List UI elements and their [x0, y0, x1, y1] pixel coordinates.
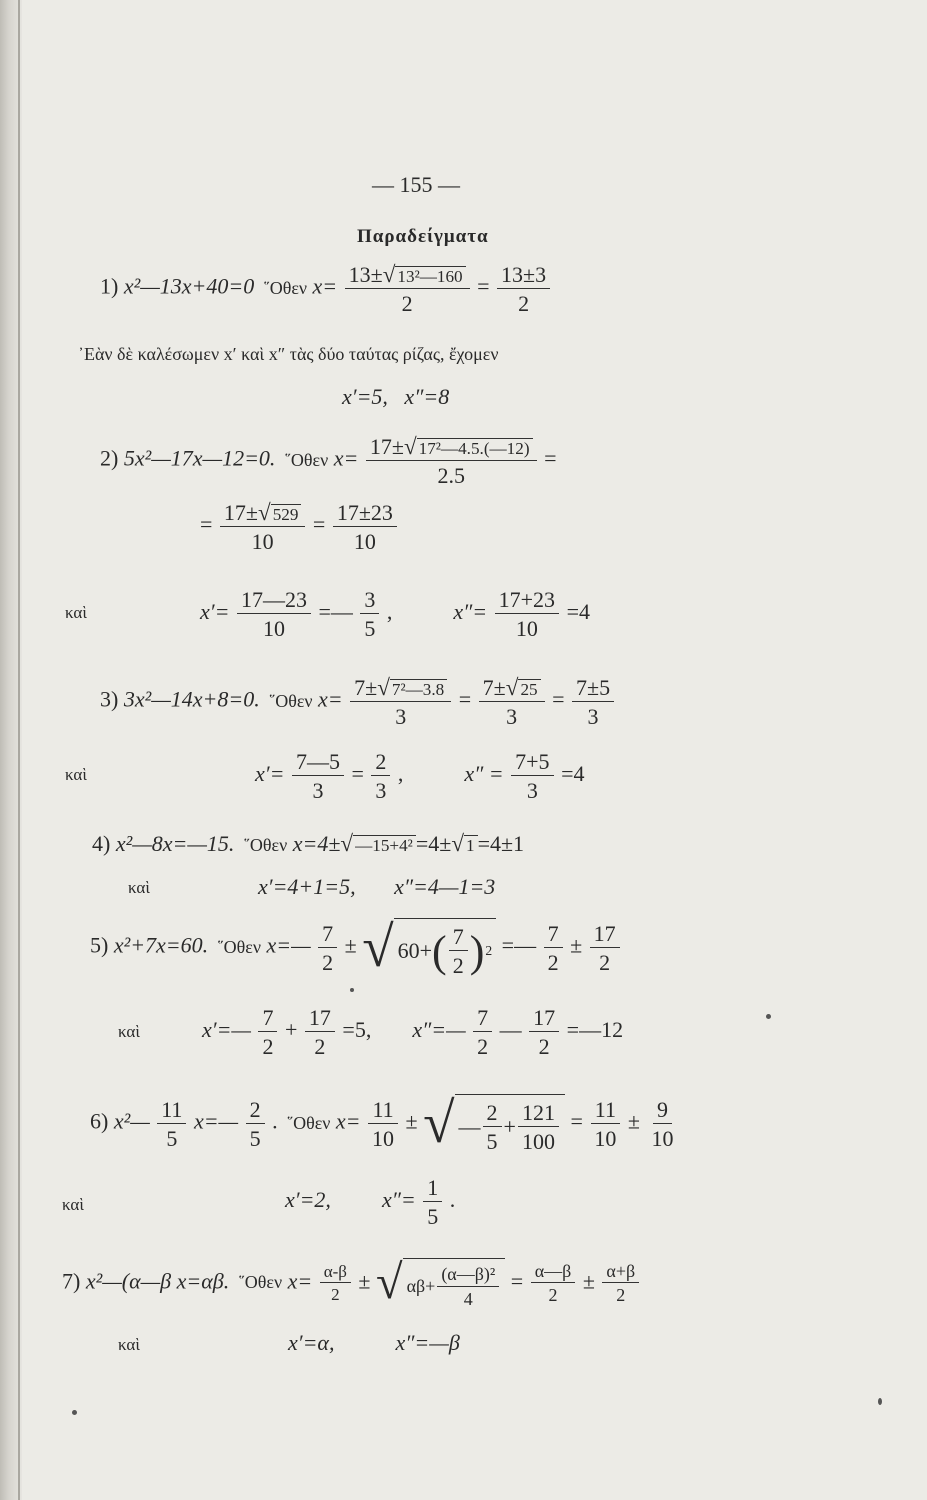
root-1-value-fraction: [371, 750, 390, 802]
example-5-equation-line: [90, 915, 622, 979]
fraction-numerator: 17: [590, 922, 620, 948]
othen-word: ῞Οθεν: [284, 449, 329, 470]
fraction-numerator: 17—23: [237, 588, 311, 614]
example-4-solution-a: x=4±: [292, 831, 341, 856]
fraction-numerator: 121: [518, 1101, 559, 1127]
example-1-lhs: x=: [312, 273, 338, 299]
root-2-value: =4: [561, 761, 585, 787]
example-1-fraction-2: [497, 263, 550, 315]
fraction: [647, 1098, 677, 1150]
fraction-numerator: 13±: [348, 262, 383, 287]
fraction-numerator: 11: [157, 1098, 186, 1124]
comma: ,: [386, 599, 393, 625]
fraction-denominator: 2: [518, 290, 530, 316]
fraction-denominator: 2: [538, 1034, 550, 1060]
fraction-denominator: 4: [463, 1288, 473, 1309]
othen-word: ῞Οθεν: [263, 277, 308, 298]
fraction: [320, 1263, 351, 1305]
kai-label: καὶ: [118, 1335, 140, 1354]
fraction-numerator: 7: [473, 1006, 492, 1032]
ink-speck: [72, 1410, 77, 1415]
example-6-label: 6): [90, 1108, 109, 1134]
example-4-equation-line: [92, 830, 524, 857]
kai-label: καὶ: [65, 603, 87, 622]
fraction-denominator: 10: [372, 1125, 395, 1151]
fraction-denominator: 2: [477, 1034, 489, 1060]
example-7-roots: [288, 1330, 460, 1356]
radicand: 529: [271, 504, 302, 524]
radical: [455, 1094, 565, 1153]
root-2: x″=—β: [395, 1330, 460, 1355]
sqrt-icon: √: [505, 674, 519, 700]
fraction-numerator: 2: [371, 750, 390, 776]
fraction-numerator: 7—5: [292, 750, 344, 776]
sqrt-icon: √: [382, 261, 396, 287]
kai-label: καὶ: [62, 1195, 84, 1214]
fraction-denominator: 3: [587, 703, 599, 729]
fraction-denominator: 3: [395, 704, 407, 730]
right-paren-icon: ): [469, 926, 485, 976]
fraction: [449, 925, 468, 977]
example-1-fraction-1: [345, 262, 470, 315]
plus-minus: ±: [627, 1108, 640, 1134]
radicand: 25: [518, 679, 540, 699]
sqrt-icon: √: [376, 1256, 403, 1310]
root-1-lhs: x′=: [200, 599, 230, 625]
fraction-denominator: 2: [401, 291, 413, 317]
example-3-lhs: x=: [318, 686, 343, 712]
fraction-numerator: 17±23: [333, 501, 397, 527]
othen-word: ῞Οθεν: [217, 936, 261, 957]
example-2-equation-line: [100, 434, 556, 487]
example-1-sentence: ᾿Εὰν δὲ καλέσωμεν x′ καὶ x″ τὰς δύο ταύτας ρίζας, ἔχομεν: [78, 344, 499, 364]
section-heading: Παραδείγματα: [357, 226, 489, 247]
root-1-fraction: [237, 588, 311, 640]
root-2-value: =4: [566, 599, 590, 625]
equals-sign: =: [570, 1108, 583, 1134]
ink-speck: [766, 1014, 771, 1019]
example-5-roots: [202, 1006, 623, 1058]
example-2-fraction-2: [220, 500, 306, 553]
fraction-numerator: α—β: [531, 1262, 576, 1284]
fraction-numerator: 2: [483, 1101, 502, 1127]
fraction-denominator: 3: [312, 778, 324, 804]
example-6-eq-a: x²—: [113, 1108, 150, 1134]
plus-sign: +: [284, 1017, 298, 1043]
example-7-equation: x²—(α—β x=αβ.: [85, 1268, 230, 1294]
fraction: [258, 1006, 277, 1058]
fraction-numerator: 2: [246, 1098, 265, 1124]
sqrt-icon: √: [258, 499, 271, 525]
root-1: x′=α,: [288, 1330, 335, 1355]
fraction: [473, 1006, 492, 1058]
fraction-denominator: 3: [375, 778, 387, 804]
fraction-numerator: 7±: [354, 675, 378, 700]
example-4-equation: x²—8x=—15.: [115, 831, 235, 856]
equals-sign: =: [477, 273, 490, 299]
othen-word: ῞Οθεν: [243, 835, 288, 855]
plus-sign: +: [503, 1114, 516, 1140]
root-1-value-fraction: [360, 588, 379, 640]
fraction-denominator: 2: [547, 949, 559, 975]
fraction: [305, 1006, 335, 1058]
fraction-numerator: 3: [360, 588, 379, 614]
fraction-denominator: 2: [452, 953, 464, 979]
radicand: 7²—3.8: [390, 679, 447, 699]
fraction-denominator: 2: [322, 949, 334, 975]
fraction-numerator: 7±5: [572, 676, 614, 702]
radicand: 60+: [397, 938, 433, 964]
example-2-label: 2): [100, 445, 119, 471]
equals-sign: =: [351, 761, 364, 787]
fraction: [437, 1265, 499, 1309]
fraction-denominator: 10: [515, 616, 538, 642]
example-2-equation: 5x²—17x—12=0.: [123, 445, 276, 471]
radicand: 1: [464, 835, 478, 855]
fraction-denominator: 2: [548, 1285, 558, 1306]
plus-minus: ±: [358, 1268, 371, 1294]
fraction-numerator: 13±3: [497, 263, 550, 289]
fraction-numerator: 17: [305, 1006, 335, 1032]
left-paren-icon: (: [432, 926, 447, 976]
radicand: 17²—4.5.(—12): [417, 438, 533, 458]
fraction-denominator: 100: [521, 1129, 555, 1155]
minus-sign: —: [499, 1017, 522, 1043]
root-1-value: =5,: [342, 1017, 372, 1043]
plus-minus: ±: [570, 932, 583, 958]
root-2-lhs: x″=: [381, 1187, 416, 1213]
fraction-denominator: 2: [262, 1034, 274, 1060]
example-3-fraction-3: [572, 676, 614, 728]
fraction-numerator: 17: [529, 1006, 559, 1032]
fraction-denominator: 2.5: [437, 463, 465, 489]
fraction: [531, 1262, 576, 1306]
example-7-label: 7): [62, 1268, 81, 1294]
example-3-label: 3): [100, 686, 119, 712]
fraction-denominator: 5: [166, 1125, 178, 1151]
example-2-fraction-3: [333, 501, 397, 553]
example-6-eq-b: x=—: [193, 1108, 239, 1134]
example-1-roots: x′=5, x″=8: [342, 384, 450, 409]
fraction-denominator: 5: [364, 616, 376, 642]
plus-minus: ±: [344, 932, 357, 958]
equals-sign: =: [510, 1268, 524, 1294]
fraction-numerator: 17±: [223, 500, 258, 525]
root-1-lhs: x′=: [255, 761, 285, 787]
fraction: [590, 1098, 620, 1150]
example-6-roots: [285, 1176, 455, 1228]
page-number: — 155 —: [372, 172, 460, 197]
fraction-denominator: 10: [651, 1125, 674, 1151]
fraction-numerator: α-β: [320, 1263, 351, 1284]
plus-minus: ±: [582, 1268, 595, 1294]
fraction: [423, 1176, 442, 1228]
fraction-denominator: 3: [526, 778, 538, 804]
comma: ,: [397, 761, 404, 787]
plus-minus: ±: [405, 1108, 418, 1134]
equals-sign: =: [312, 511, 326, 537]
fraction-denominator: 5: [249, 1125, 261, 1151]
example-6-equation-line: [90, 1091, 679, 1155]
fraction-denominator: 10: [262, 616, 285, 642]
example-1-label: 1): [100, 273, 119, 299]
example-6-lhs: x=: [335, 1108, 361, 1134]
equals-sign: =: [458, 686, 472, 712]
example-4-solution-b: =4±: [415, 831, 452, 856]
sqrt-icon: √: [451, 830, 464, 856]
example-2-fraction-1: [366, 434, 537, 487]
radical: [403, 1258, 506, 1309]
othen-word: ῞Οθεν: [269, 690, 313, 711]
fraction: [483, 1101, 502, 1153]
fraction: [590, 922, 620, 974]
fraction-numerator: 11: [368, 1098, 397, 1124]
binding-line: [18, 0, 20, 1500]
fraction: [529, 1006, 559, 1058]
equals-sign: =: [544, 445, 557, 471]
fraction-denominator: 10: [251, 529, 274, 555]
fraction-numerator: 11: [591, 1098, 620, 1124]
kai-label: καὶ: [128, 878, 150, 897]
equals-sign: =: [200, 511, 213, 537]
fraction-denominator: 10: [594, 1125, 617, 1151]
example-2-lhs: x=: [333, 445, 359, 471]
fraction-denominator: 10: [353, 528, 376, 554]
fraction-numerator: (α—β)²: [437, 1265, 499, 1287]
root-2-fraction: [495, 588, 559, 640]
fraction: [318, 922, 337, 974]
root-2-lhs: x″ =: [464, 761, 504, 787]
example-3-fraction-1: [350, 675, 451, 728]
example-1-equation-line: [100, 262, 552, 315]
othen-word: ῞Οθεν: [287, 1112, 331, 1133]
fraction-numerator: 7±: [482, 675, 506, 700]
fraction-numerator: 17±: [369, 434, 404, 459]
example-3-fraction-2: [479, 675, 545, 728]
example-1-equation: x²—13x+40=0: [123, 273, 255, 299]
example-5-equation: x²+7x=60.: [113, 932, 209, 958]
period: .: [272, 1108, 278, 1134]
fraction-denominator: 5: [427, 1204, 439, 1230]
kai-label: καὶ: [118, 1022, 140, 1041]
fraction-numerator: 7: [318, 922, 337, 948]
fraction-numerator: 7: [544, 922, 563, 948]
example-7-equation-line: [62, 1258, 641, 1309]
example-5-label: 5): [90, 932, 109, 958]
othen-word: ῞Οθεν: [238, 1272, 283, 1293]
fraction-denominator: 2: [616, 1285, 626, 1306]
example-3-equation-line: [100, 675, 616, 728]
fraction-denominator: 2: [331, 1285, 340, 1305]
ink-speck: [878, 1398, 882, 1405]
fraction-numerator: 7: [449, 925, 468, 951]
equals-minus: =—: [318, 599, 353, 625]
fraction-denominator: 3: [506, 704, 518, 730]
period: .: [449, 1187, 456, 1213]
fraction-numerator: 9: [653, 1098, 672, 1124]
example-5-lhs: x=—: [266, 932, 311, 958]
sqrt-icon: √: [362, 915, 394, 979]
fraction-numerator: 7: [258, 1006, 277, 1032]
ink-speck: [350, 988, 354, 992]
fraction-numerator: 7+5: [511, 750, 553, 776]
example-2-continuation-line: [200, 500, 399, 553]
sqrt-icon: √: [377, 674, 390, 700]
root-2-lhs: x″=: [453, 599, 488, 625]
root-2-lhs: x″=—: [412, 1017, 466, 1043]
radical: [394, 918, 497, 977]
radicand: —15+4²: [353, 835, 416, 855]
example-3-roots: [255, 750, 584, 802]
radicand: αβ+: [406, 1276, 436, 1297]
fraction: [246, 1098, 265, 1150]
sqrt-icon: √: [423, 1091, 455, 1155]
root-1-lhs: x′=—: [202, 1017, 251, 1043]
fraction-numerator: 1: [423, 1176, 442, 1202]
exponent: 2: [485, 943, 493, 959]
root-1-fraction: [292, 750, 344, 802]
root-1: x′=2,: [285, 1187, 331, 1213]
equals-sign: =: [552, 686, 565, 712]
fraction: [368, 1098, 398, 1150]
example-4-roots: x′=4+1=5, x″=4—1=3: [258, 874, 496, 899]
equals-minus: =—: [501, 932, 537, 958]
kai-label: καὶ: [65, 765, 87, 784]
root-2-fraction: [511, 750, 553, 802]
example-2-roots: [200, 588, 590, 640]
example-4-label: 4): [92, 831, 111, 856]
sqrt-icon: √: [340, 830, 354, 856]
minus-sign: —: [458, 1114, 481, 1140]
fraction-denominator: 5: [486, 1129, 498, 1155]
fraction: [602, 1262, 639, 1306]
sqrt-icon: √: [403, 433, 417, 459]
fraction-numerator: 17+23: [495, 588, 559, 614]
fraction-denominator: 2: [314, 1034, 326, 1060]
fraction-numerator: α+β: [602, 1262, 639, 1284]
example-3-equation: 3x²—14x+8=0.: [123, 686, 260, 712]
fraction: [544, 922, 563, 974]
fraction-denominator: 2: [599, 949, 611, 975]
radicand: 13²—160: [395, 266, 465, 286]
example-4-solution-c: =4±1: [477, 831, 525, 856]
example-7-lhs: x=: [287, 1268, 313, 1294]
root-2-value: =—12: [566, 1017, 624, 1043]
fraction: [518, 1101, 559, 1153]
fraction: [157, 1098, 186, 1150]
